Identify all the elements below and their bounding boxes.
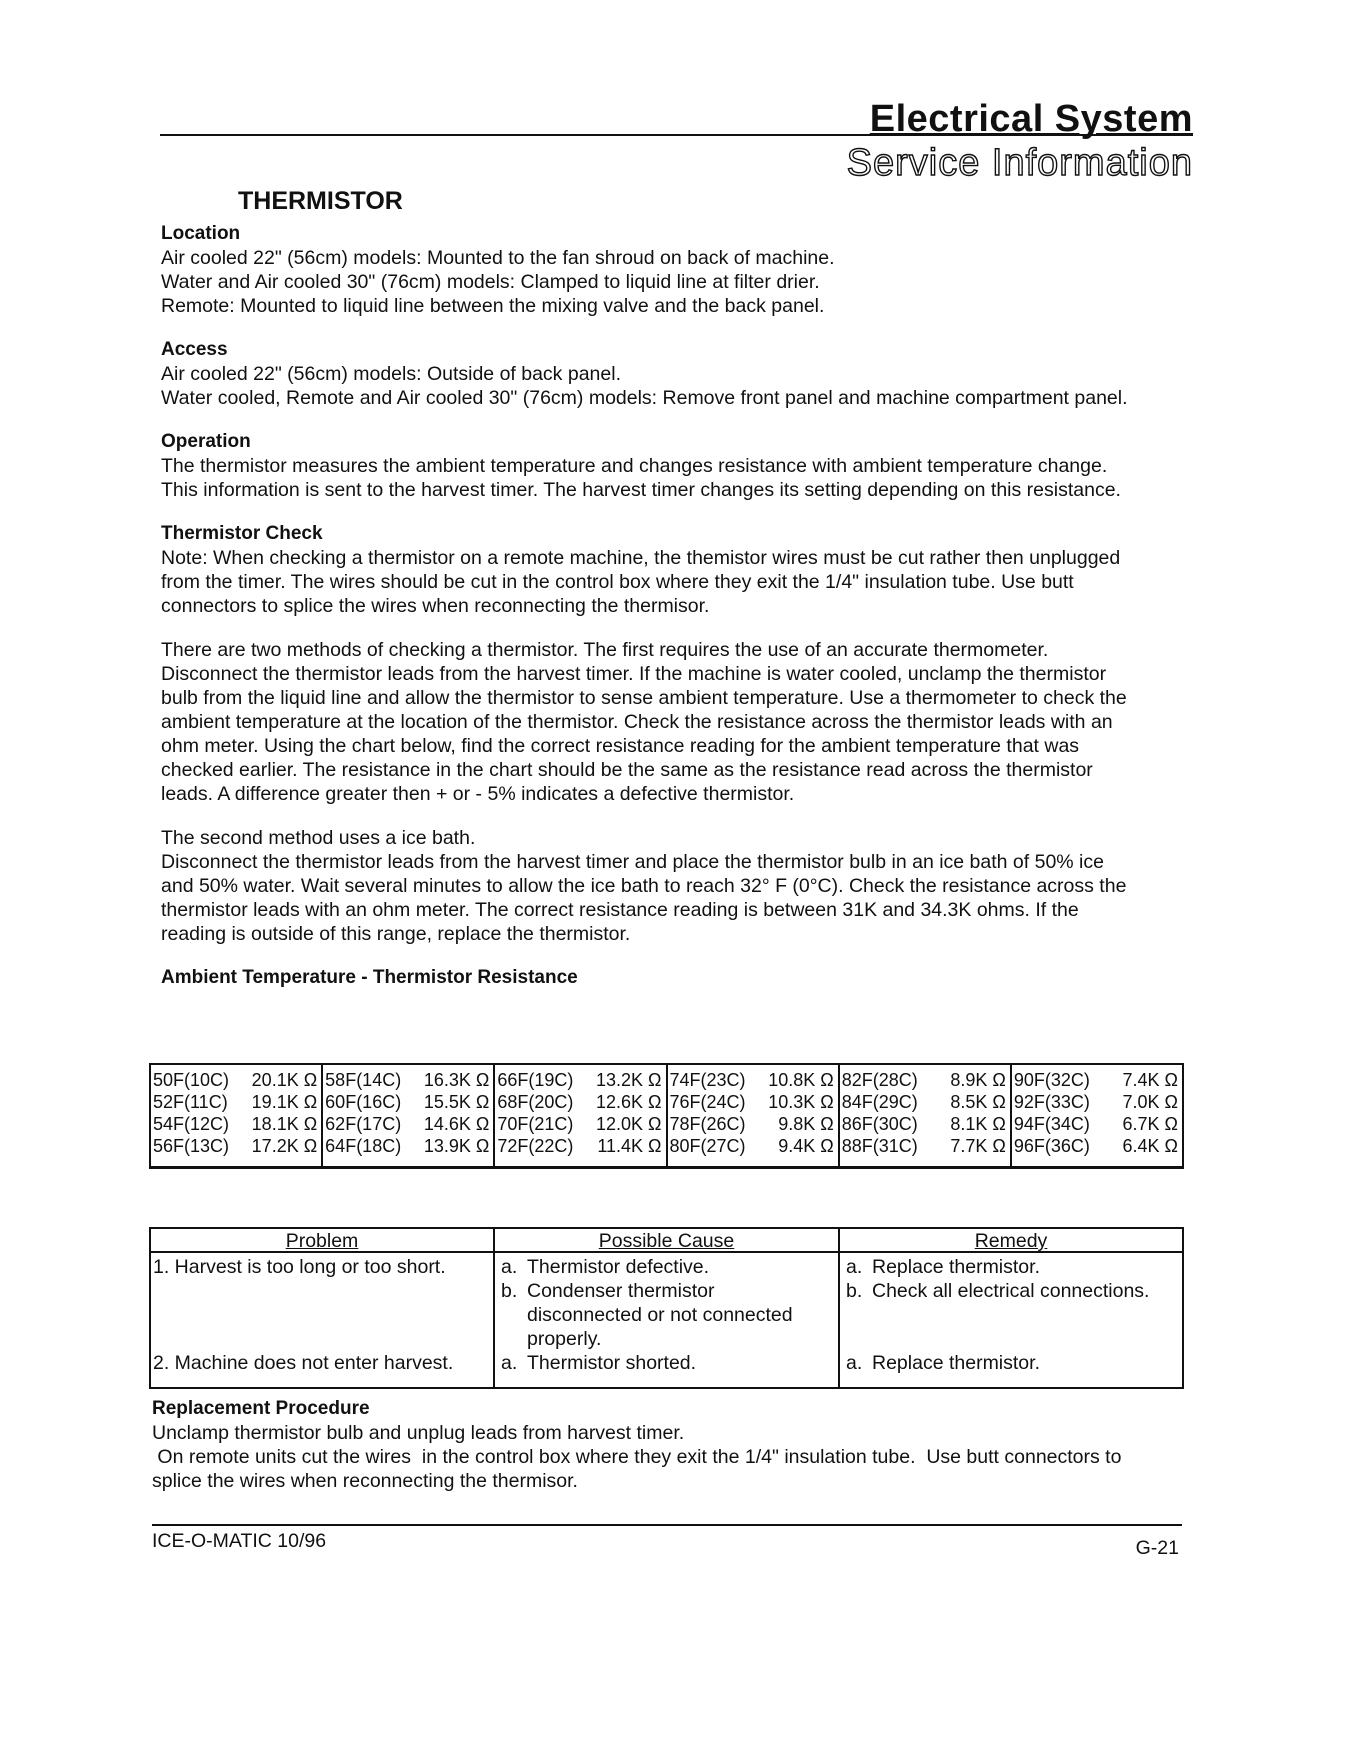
resistance-row	[1014, 1091, 1178, 1113]
temperature-cell: 54F(12C)	[153, 1114, 230, 1134]
problem-table	[149, 1227, 1184, 1389]
problem-column	[151, 1229, 495, 1387]
section-title: Electrical System	[869, 98, 1193, 140]
resistance-row	[497, 1091, 661, 1113]
resistance-cell: 10.8K Ω	[768, 1070, 834, 1090]
method1-line: ambient temperature at the location of the thermistor. Check the resistance across the thermistor leads with an	[161, 711, 1113, 733]
resistance-cell: 20.1K Ω	[251, 1070, 318, 1090]
location-line: Water and Air cooled 30" (76cm) models: Clamped to liquid line at filter drier.	[161, 271, 820, 293]
resistance-row	[842, 1113, 1006, 1135]
resistance-row	[670, 1069, 834, 1091]
resistance-cell: 12.0K Ω	[596, 1114, 662, 1134]
temperature-cell: 64F(18C)	[325, 1136, 402, 1156]
resistance-row	[153, 1069, 317, 1091]
temperature-cell: 76F(24C)	[669, 1092, 746, 1112]
method2-line: and 50% water. Wait several minutes to allow the ice bath to reach 32° F (0°C). Check the resistance across the	[161, 875, 1127, 897]
operation-line: The thermistor measures the ambient temperature and changes resistance with ambient temperature change.	[161, 455, 1108, 477]
method2-line: Disconnect the thermistor leads from the harvest timer and place the thermistor bulb in an ice bath of 50% ice	[161, 851, 1104, 873]
cause-item: a. Thermistor shorted.	[501, 1352, 697, 1374]
cause-column	[495, 1229, 840, 1387]
method1-line: checked earlier. The resistance in the chart should be the same as the resistance read across the thermistor	[161, 759, 1093, 781]
temperature-cell: 74F(23C)	[669, 1070, 746, 1090]
resistance-row	[325, 1113, 489, 1135]
resistance-cell: 10.3K Ω	[768, 1092, 834, 1112]
remedy-item: a. Replace thermistor.	[846, 1256, 1040, 1278]
location-heading: Location	[161, 223, 241, 244]
resistance-row	[1014, 1135, 1178, 1157]
method2-line: thermistor leads with an ohm meter. The correct resistance reading is between 31K and 34.3K ohms. If the	[161, 899, 1079, 921]
resistance-cell: 7.4K Ω	[1122, 1070, 1179, 1090]
cause-item: a. Thermistor defective.	[501, 1256, 710, 1278]
temperature-cell: 96F(36C)	[1013, 1136, 1090, 1156]
remedy-header: Remedy	[840, 1229, 1182, 1253]
temperature-cell: 52F(11C)	[153, 1092, 228, 1112]
temperature-cell: 92F(33C)	[1013, 1092, 1090, 1112]
check-heading: Thermistor Check	[161, 523, 323, 544]
method1-line: There are two methods of checking a thermistor. The first requires the use of an accurate thermometer.	[161, 639, 1049, 661]
operation-heading: Operation	[161, 431, 251, 452]
resistance-cell: 13.9K Ω	[423, 1136, 490, 1156]
location-line: Air cooled 22" (56cm) models: Mounted to the fan shroud on back of machine.	[161, 247, 835, 269]
resistance-cell: 16.3K Ω	[423, 1070, 490, 1090]
resistance-table	[149, 1063, 1184, 1169]
resistance-row	[325, 1069, 489, 1091]
resistance-column	[668, 1065, 840, 1166]
resistance-cell: 18.1K Ω	[251, 1114, 318, 1134]
temperature-cell: 68F(20C)	[497, 1092, 574, 1112]
section-subtitle: Service Information	[846, 142, 1193, 184]
method1-line: bulb from the liquid line and allow the thermistor to sense ambient temperature. Use a thermometer to check the	[161, 687, 1127, 709]
resistance-column	[323, 1065, 495, 1166]
page-title: THERMISTOR	[238, 187, 403, 215]
remedy-item: b. Check all electrical connections.	[846, 1280, 1150, 1302]
resistance-row	[497, 1069, 661, 1091]
temperature-cell: 78F(26C)	[669, 1114, 746, 1134]
temperature-cell: 60F(16C)	[325, 1092, 402, 1112]
check-note-line: Note: When checking a thermistor on a remote machine, the themistor wires must be cut rather then unplugged	[161, 547, 1121, 569]
replacement-heading: Replacement Procedure	[152, 1398, 370, 1419]
replacement-line: splice the wires when reconnecting the thermisor.	[152, 1470, 578, 1492]
resistance-cell: 11.4K Ω	[597, 1136, 662, 1156]
resistance-row	[497, 1135, 661, 1157]
resistance-cell: 13.2K Ω	[596, 1070, 662, 1090]
method1-line: leads. A difference greater then + or - 5% indicates a defective thermistor.	[161, 783, 795, 805]
problem-2: 2. Machine does not enter harvest.	[153, 1352, 454, 1374]
replacement-section	[152, 1397, 1192, 1493]
body-text	[161, 222, 1201, 990]
resistance-row	[153, 1135, 317, 1157]
cause-item: b. Condenser thermistor disconnected or not connected properly.	[501, 1280, 793, 1350]
method1-line: Disconnect the thermistor leads from the harvest timer. If the machine is water cooled, unclamp the thermistor	[161, 663, 1107, 685]
operation-line: This information is sent to the harvest timer. The harvest timer changes its setting depending on this resistance.	[161, 479, 1121, 501]
resistance-row	[153, 1113, 317, 1135]
resistance-row	[842, 1135, 1006, 1157]
access-line: Air cooled 22" (56cm) models: Outside of back panel.	[161, 363, 621, 385]
resistance-row	[325, 1091, 489, 1113]
temperature-cell: 82F(28C)	[841, 1070, 918, 1090]
temperature-cell: 66F(19C)	[497, 1070, 574, 1090]
resistance-cell: 7.0K Ω	[1122, 1092, 1179, 1112]
resistance-cell: 9.8K Ω	[778, 1114, 834, 1134]
resistance-cell: 8.9K Ω	[950, 1070, 1006, 1090]
resistance-row	[497, 1113, 661, 1135]
method2-line: reading is outside of this range, replace the thermistor.	[161, 923, 631, 945]
operation-section	[161, 430, 1201, 502]
resistance-row	[153, 1091, 317, 1113]
check-note-line: connectors to splice the wires when reconnecting the thermisor.	[161, 595, 710, 617]
temperature-cell: 62F(17C)	[325, 1114, 402, 1134]
temperature-cell: 86F(30C)	[841, 1114, 918, 1134]
temperature-cell: 90F(32C)	[1013, 1070, 1090, 1090]
cause-header: Possible Cause	[495, 1229, 838, 1253]
temperature-cell: 50F(10C)	[153, 1070, 230, 1090]
temperature-cell: 70F(21C)	[497, 1114, 574, 1134]
resistance-row	[1014, 1113, 1178, 1135]
resistance-column	[1012, 1065, 1182, 1166]
resistance-cell: 8.1K Ω	[950, 1114, 1006, 1134]
resistance-column	[151, 1065, 323, 1166]
check-section	[161, 522, 1201, 946]
temperature-cell: 58F(14C)	[325, 1070, 402, 1090]
temperature-cell: 56F(13C)	[153, 1136, 230, 1156]
resistance-row	[670, 1135, 834, 1157]
replacement-line: Unclamp thermistor bulb and unplug leads from harvest timer.	[152, 1422, 685, 1444]
problem-1: 1. Harvest is too long or too short.	[153, 1256, 446, 1278]
access-line: Water cooled, Remote and Air cooled 30" (76cm) models: Remove front panel and machine compartment panel.	[161, 387, 1128, 409]
temperature-cell: 88F(31C)	[841, 1136, 918, 1156]
resistance-cell: 7.7K Ω	[950, 1136, 1006, 1156]
footer-publisher: ICE-O-MATIC 10/96	[152, 1530, 327, 1552]
resistance-cell: 6.4K Ω	[1122, 1136, 1179, 1156]
replacement-line: On remote units cut the wires in the control box where they exit the 1/4" insulation tube. Use butt connectors to	[152, 1446, 1122, 1468]
location-line: Remote: Mounted to liquid line between the mixing valve and the back panel.	[161, 295, 825, 317]
problem-header: Problem	[151, 1229, 493, 1253]
resistance-row	[842, 1091, 1006, 1113]
resistance-cell: 19.1K Ω	[251, 1092, 318, 1112]
resistance-cell: 15.5K Ω	[423, 1092, 490, 1112]
access-section	[161, 338, 1201, 410]
method2-line: The second method uses a ice bath.	[161, 827, 476, 849]
temperature-cell: 84F(29C)	[841, 1092, 918, 1112]
method1-line: ohm meter. Using the chart below, find the correct resistance reading for the ambient temperature that was	[161, 735, 1080, 757]
resistance-column	[840, 1065, 1012, 1166]
footer-rule	[152, 1524, 1182, 1526]
resistance-row	[670, 1113, 834, 1135]
temperature-cell: 72F(22C)	[497, 1136, 574, 1156]
location-section	[161, 222, 1201, 318]
page-number: G-21	[1135, 1537, 1179, 1559]
temperature-cell: 80F(27C)	[669, 1136, 746, 1156]
resistance-row	[325, 1135, 489, 1157]
temperature-cell: 94F(34C)	[1013, 1114, 1090, 1134]
check-note-line: from the timer. The wires should be cut in the control box where they exit the 1/4" insulation tube. Use butt	[161, 571, 1074, 593]
remedy-item: a. Replace thermistor.	[846, 1352, 1040, 1374]
resistance-cell: 12.6K Ω	[596, 1092, 662, 1112]
access-heading: Access	[161, 339, 228, 360]
resistance-table-heading: Ambient Temperature - Thermistor Resistance	[161, 967, 578, 988]
resistance-cell: 6.7K Ω	[1122, 1114, 1179, 1134]
resistance-cell: 8.5K Ω	[950, 1092, 1006, 1112]
resistance-row	[670, 1091, 834, 1113]
resistance-cell: 17.2K Ω	[251, 1136, 318, 1156]
resistance-cell: 14.6K Ω	[423, 1114, 490, 1134]
resistance-column	[495, 1065, 667, 1166]
remedy-column	[840, 1229, 1182, 1387]
resistance-row	[1014, 1069, 1178, 1091]
resistance-row	[842, 1069, 1006, 1091]
resistance-cell: 9.4K Ω	[778, 1136, 834, 1156]
